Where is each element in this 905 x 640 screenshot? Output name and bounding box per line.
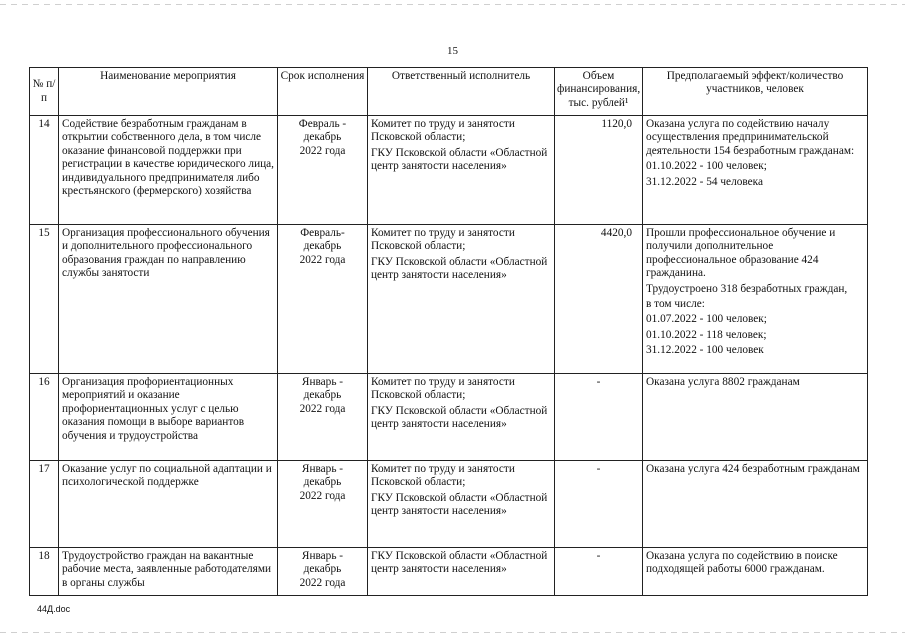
events-table bbox=[29, 67, 868, 596]
row-effect bbox=[643, 548, 868, 596]
responsible-line: Комитет по труду и занятости Псковской области; bbox=[371, 227, 515, 253]
row-num: 17 bbox=[30, 461, 59, 548]
responsible-line: ГКУ Псковской области «Областной центр занятости населения» bbox=[371, 404, 548, 431]
row-effect bbox=[643, 116, 868, 225]
term-line: декабрь bbox=[303, 389, 342, 402]
row-term bbox=[278, 116, 368, 225]
row-effect bbox=[643, 374, 868, 461]
effect-line: 01.07.2022 - 100 человек; bbox=[646, 313, 767, 326]
row-responsible bbox=[368, 461, 555, 548]
term-line: 2022 года bbox=[299, 144, 346, 157]
header-num: № п/п bbox=[30, 68, 59, 116]
row-responsible bbox=[368, 225, 555, 374]
table-row bbox=[30, 225, 868, 374]
term-line: Январь - bbox=[301, 376, 344, 388]
file-name-footer: 44Д.doc bbox=[37, 604, 71, 614]
table-header-row bbox=[30, 68, 868, 116]
row-term bbox=[278, 461, 368, 548]
effect-line: Трудоустроено 318 безработных граждан, bbox=[646, 282, 848, 295]
row-responsible bbox=[368, 548, 555, 596]
term-line: 2022 года bbox=[299, 402, 346, 415]
term-line: Январь - bbox=[301, 550, 344, 562]
row-name: Трудоустройство граждан на вакантные рабочие места, заявленные работодателями в органы службы bbox=[59, 548, 278, 596]
term-line: 2022 года bbox=[299, 576, 346, 589]
header-term: Срок исполнения bbox=[278, 68, 368, 116]
term-line: Февраль - bbox=[298, 118, 347, 130]
effect-line: Прошли профессиональное обучение и получили дополнительное профессиональное образование 424 гражданина. bbox=[646, 227, 836, 280]
responsible-line: Комитет по труду и занятости Псковской области; bbox=[371, 118, 515, 144]
table-row bbox=[30, 548, 868, 596]
row-num: 18 bbox=[30, 548, 59, 596]
responsible-line: ГКУ Псковской области «Областной центр занятости населения» bbox=[371, 491, 548, 518]
row-funding: - bbox=[555, 461, 643, 548]
scan-artifact-top bbox=[0, 4, 905, 5]
row-effect bbox=[643, 225, 868, 374]
header-funding: Объем финансирования, тыс. рублей¹ bbox=[555, 68, 643, 116]
term-line: 2022 года bbox=[299, 253, 346, 266]
term-line: 2022 года bbox=[299, 489, 346, 502]
header-name: Наименование мероприятия bbox=[59, 68, 278, 116]
row-name: Содействие безработным гражданам в открытии собственного дела, в том числе оказание финансовой поддержки при регистрации в качестве юридического лица, индивидуального предпринимателя либо крестьянского (фермерского) хозяйства bbox=[59, 116, 278, 225]
term-line: декабрь bbox=[303, 563, 342, 576]
row-name: Организация профессионального обучения и дополнительного профессионального образования граждан по направлению службы занятости bbox=[59, 225, 278, 374]
effect-line: 01.10.2022 - 118 человек; bbox=[646, 328, 767, 341]
row-responsible bbox=[368, 374, 555, 461]
effect-line: 31.12.2022 - 100 человек bbox=[646, 344, 764, 357]
effect-line: в том числе: bbox=[646, 298, 705, 311]
effect-line: Оказана услуга 8802 гражданам bbox=[646, 376, 800, 388]
row-name: Оказание услуг по социальной адаптации и психологической поддержке bbox=[59, 461, 278, 548]
responsible-line: ГКУ Псковской области «Областной центр занятости населения» bbox=[371, 550, 548, 576]
effect-line: Оказана услуга по содействию началу осуществления предпринимательской деятельности 154 безработным гражданам: bbox=[646, 118, 855, 157]
effect-line: 31.12.2022 - 54 человека bbox=[646, 175, 763, 188]
effect-line: Оказана услуга по содействию в поиске подходящей работы 6000 гражданам. bbox=[646, 550, 838, 576]
responsible-line: Комитет по труду и занятости Псковской области; bbox=[371, 463, 515, 489]
page-number: 15 bbox=[447, 45, 458, 57]
row-num: 14 bbox=[30, 116, 59, 225]
term-line: Февраль- bbox=[300, 227, 345, 239]
responsible-line: ГКУ Псковской области «Областной центр занятости населения» bbox=[371, 255, 548, 282]
term-line: декабрь bbox=[303, 240, 342, 253]
table-row bbox=[30, 461, 868, 548]
row-term bbox=[278, 374, 368, 461]
row-responsible bbox=[368, 116, 555, 225]
row-funding: 4420,0 bbox=[555, 225, 643, 374]
row-num: 16 bbox=[30, 374, 59, 461]
row-funding: - bbox=[555, 374, 643, 461]
table-row bbox=[30, 116, 868, 225]
scan-artifact-bottom bbox=[0, 632, 905, 633]
responsible-line: ГКУ Псковской области «Областной центр занятости населения» bbox=[371, 146, 548, 173]
term-line: декабрь bbox=[303, 131, 342, 144]
header-effect: Предполагаемый эффект/количество участников, человек bbox=[643, 68, 868, 116]
row-term bbox=[278, 548, 368, 596]
effect-line: Оказана услуга 424 безработным гражданам bbox=[646, 463, 860, 475]
responsible-line: Комитет по труду и занятости Псковской области; bbox=[371, 376, 515, 402]
row-term bbox=[278, 225, 368, 374]
term-line: декабрь bbox=[303, 476, 342, 489]
row-funding: - bbox=[555, 548, 643, 596]
row-num: 15 bbox=[30, 225, 59, 374]
row-funding: 1120,0 bbox=[555, 116, 643, 225]
term-line: Январь - bbox=[301, 463, 344, 475]
row-effect bbox=[643, 461, 868, 548]
table-row bbox=[30, 374, 868, 461]
row-name: Организация профориентационных мероприятий и оказание профориентационных услуг с целью оказания помощи в выборе вариантов обучения и трудоустройства bbox=[59, 374, 278, 461]
effect-line: 01.10.2022 - 100 человек; bbox=[646, 160, 767, 173]
header-responsible: Ответственный исполнитель bbox=[368, 68, 555, 116]
